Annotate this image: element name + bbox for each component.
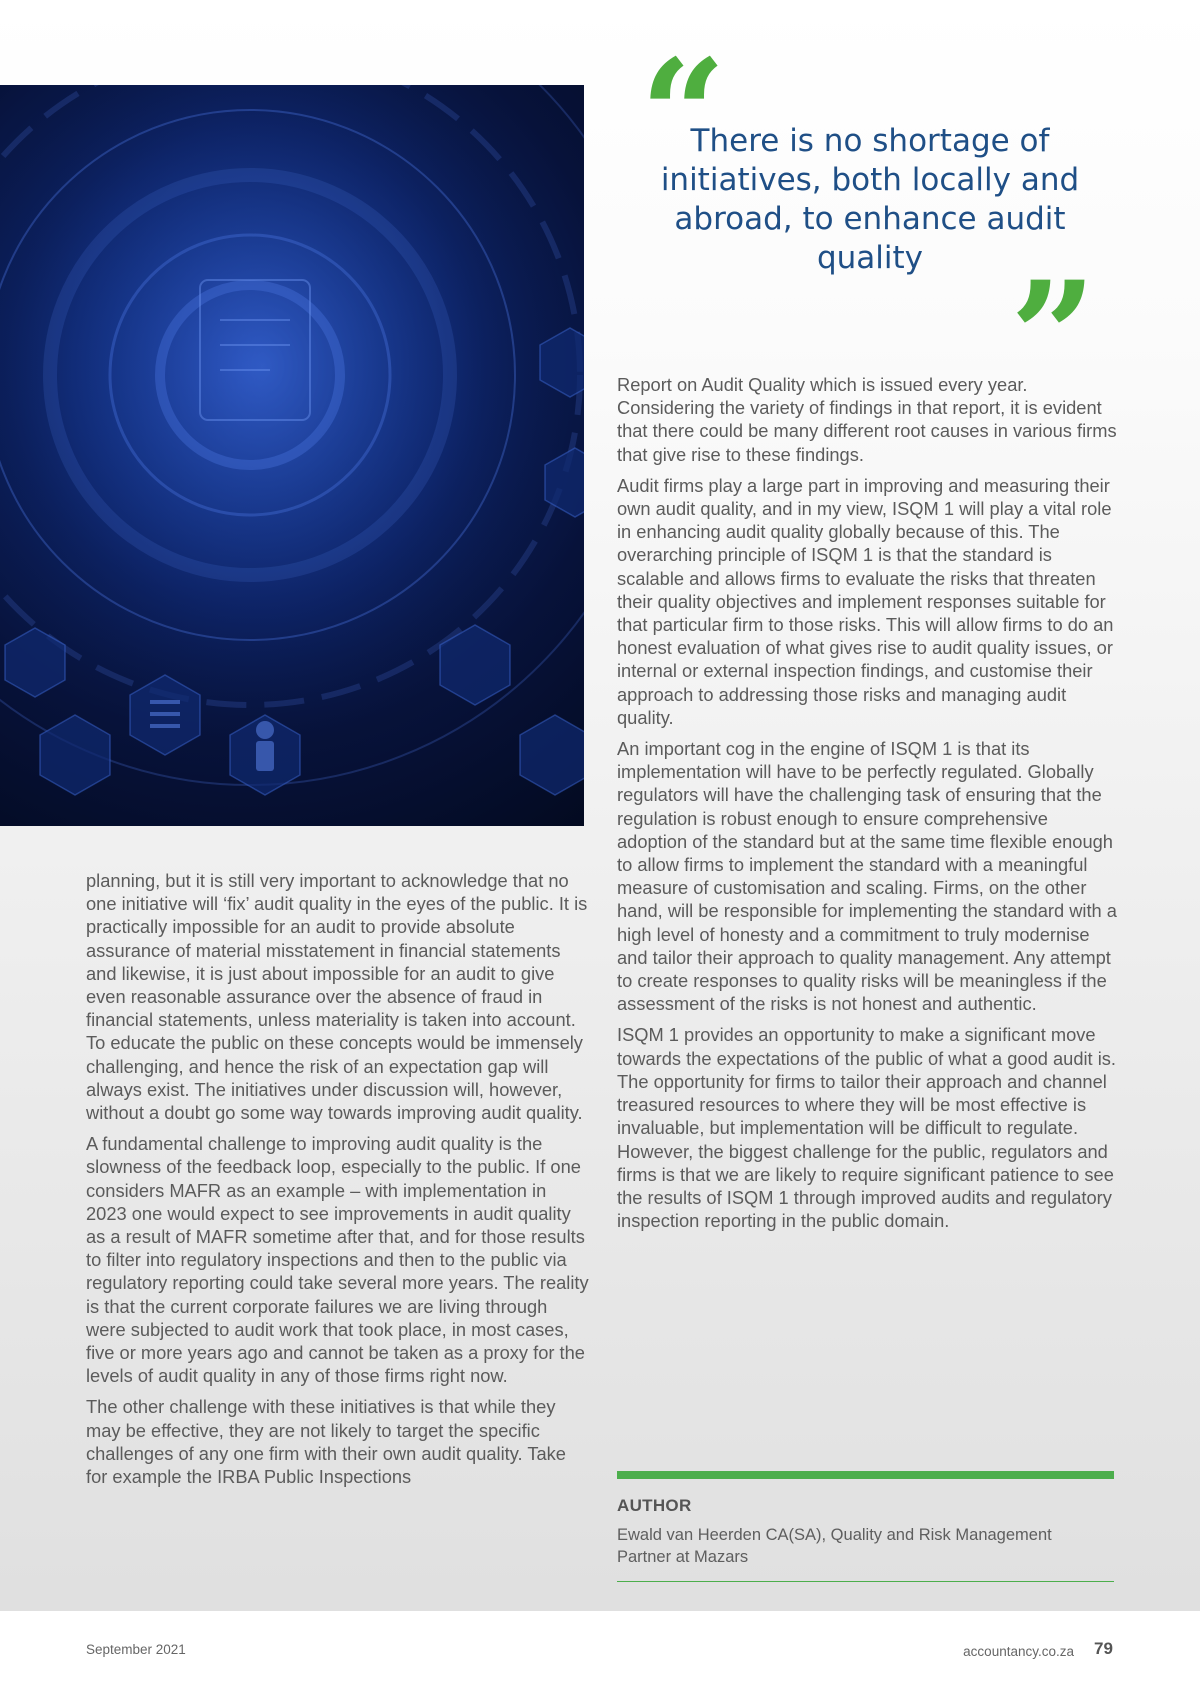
hero-image: [0, 85, 584, 826]
body-paragraph: planning, but it is still very important to acknowledge that no one initiative will ‘fix’ audit quality in the eyes of the public. It is practically impossible for an audit to provide absolute assurance of material misstatement in financial statements and likewise, it is just about impossible for an audit to give even reasonable assurance over the absence of fraud in financial statements, unless materiality is taken into account. To educate the public on these concepts would be immensely challenging, and hence the risk of an expectation gap will always exist. The initiatives under discussion will, however, without a doubt go some way towards improving audit quality.: [86, 870, 588, 1124]
body-paragraph: Audit firms play a large part in improving and measuring their own audit quality, and in my view, ISQM 1 will play a vital role in enhancing audit quality globally because of this. The overarching principle of ISQM 1 is that the standard is scalable and allows firms to evaluate the risks that threaten their quality objectives and implement responses suitable for that particular firm to those risks. This will allow firms to do an honest evaluation of what gives rise to audit quality issues, or internal or external inspection findings, and customise their approach to addressing those risks and managing audit quality.: [617, 474, 1114, 728]
issue-date: September 2021: [86, 1642, 186, 1657]
right-column: [617, 373, 1117, 1240]
body-paragraph: The other challenge with these initiatives is that while they may be effective, they are not likely to target the specific challenges of any one firm with their own audit quality. Take for example the IRBA Public Inspections: [86, 1396, 566, 1488]
body-paragraph: Report on Audit Quality which is issued every year. Considering the variety of findings in that report, it is evident that there could be many different root causes in various firms that give rise to these findings.: [617, 374, 1117, 465]
website-link[interactable]: accountancy.co.za: [963, 1644, 1074, 1659]
open-quote-icon: “: [640, 27, 727, 203]
body-paragraph: An important cog in the engine of ISQM 1 is that its implementation will have to be perfectly regulated. Globally regulators will have the challenging task of ensuring that the regulation is robust enough to ensure comprehensive adoption of the standard but at the same time flexible enough to allow firms to implement the standard with a meaningful measure of customisation and scaling. Firms, on the other hand, will be responsible for implementing the standard with a high level of honesty and a commitment to truly modernise and tailor their approach to quality management. Any attempt to create responses to quality risks will be meaningless if the assessment of the risks is not honest and authentic.: [617, 738, 1117, 1015]
left-column: [86, 869, 591, 1496]
author-name: Ewald van Heerden CA(SA), Quality and Risk Management Partner at Mazars: [617, 1526, 1052, 1566]
author-bottom-rule: [617, 1581, 1114, 1582]
body-paragraph: A fundamental challenge to improving audit quality is the slowness of the feedback loop, especially to the public. If one considers MAFR as an example – with implementation in 2023 one would expect to see improvements in audit quality as a result of MAFR sometime after that, and for those results to filter into regulatory inspections and then to the public via regulatory reporting could take several more years. The reality is that the current corporate failures we are living through were subjected to audit work that took place, in most cases, five or more years ago and cannot be taken as a proxy for the levels of audit quality in any of those firms right now.: [86, 1133, 589, 1387]
body-paragraph: ISQM 1 provides an opportunity to make a significant move towards the expectations of the public of what a good audit is. The opportunity for firms to tailor their approach and channel treasured resources to where they will be most effective is invaluable, but implementation will be difficult to regulate. However, the biggest challenge for the public, regulators and firms is that we are likely to require significant patience to see the results of ISQM 1 through improved audits and regulatory inspection reporting in the public domain.: [617, 1024, 1116, 1232]
page-footer: [0, 1611, 1200, 1696]
close-quote-icon: ”: [1010, 249, 1097, 425]
pull-quote: There is no shortage of initiatives, both locally and abroad, to enhance audit quality: [660, 123, 1080, 276]
author-label: AUTHOR: [617, 1496, 692, 1515]
digital-audit-illustration: [0, 85, 584, 826]
author-divider-bar: [617, 1471, 1114, 1479]
page-number: 79: [1094, 1639, 1113, 1658]
